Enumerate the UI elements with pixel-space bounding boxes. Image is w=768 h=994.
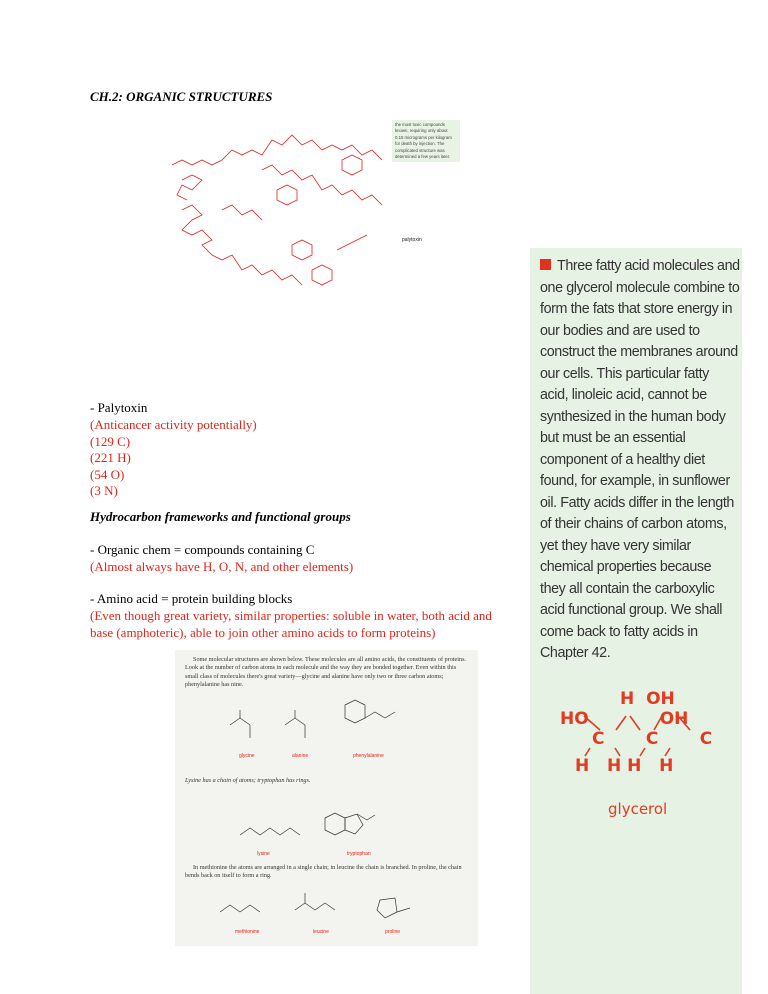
molecule-name: tryptophan [347, 851, 371, 857]
section-heading: Hydrocarbon frameworks and functional groups [90, 509, 351, 524]
detail-line: (221 H) [90, 450, 131, 465]
palytoxin-note: the most toxic compounds known, requiring only about 0.15 micrograms per kilogram for death by injection. The complicated structure was determined a few years later. [392, 120, 460, 162]
palytoxin-details [90, 417, 257, 500]
page-title: CH.2: ORGANIC STRUCTURES [90, 89, 273, 104]
sidebar-paragraph: Three fatty acid molecules and one glycerol molecule combine to form the fats that store energy in our bodies and are used to construct the membranes around our cells. This particular fatty acid, linoleic acid, cannot be synthesized in the human body but must be an essential component of a healthy diet found, for example, in sunflower oil. Fatty acids differ in the length of their chains of carbon atoms, yet they have very similar chemical properties because they all contain the carboxylic acid functional group. We shall come back to fatty acids in Chapter 42. [540, 258, 740, 661]
figure-caption-methionine: In methionine the atoms are arranged in a single chain; in leucine the chain is branched. In proline, the chain bends back on itself to form a ring. [185, 864, 462, 880]
glycerol-row3: C C C [592, 729, 713, 749]
glycerol-label: glycerol [608, 800, 668, 818]
bullet-organic-chem-note: (Almost always have H, O, N, and other elements) [90, 559, 354, 574]
molecule-name: proline [385, 929, 401, 935]
detail-line: (129 C) [90, 433, 131, 449]
glycerol-row1: H OH [620, 689, 675, 709]
sidebar-text [540, 256, 740, 665]
molecule-name: lysine [257, 851, 270, 857]
figure-caption-lysine: Lysine has a chain of atoms; tryptophan has rings. [185, 777, 311, 784]
palytoxin-structure-diagram [162, 120, 392, 305]
molecule-name: alanine [292, 753, 309, 759]
detail-line: (Anticancer activity potentially) [90, 417, 257, 432]
molecule-name: leucine [313, 929, 329, 935]
bullet-amino-acid-note: (Even though great variety, similar properties: soluble in water, both acid and base (amphoteric), able to join other amino acids to form proteins) [90, 608, 492, 640]
glycerol-structure [560, 690, 720, 790]
glycerol-row4: H H H H [575, 756, 674, 776]
molecule-name: glycine [239, 753, 255, 759]
molecule-name: methionine [235, 929, 260, 935]
red-square-icon [540, 259, 551, 270]
amino-acid-figure [175, 650, 478, 946]
molecule-name: phenylalanine [353, 753, 384, 759]
amino-acid-structures [175, 650, 478, 946]
palytoxin-label: palytoxin [402, 237, 422, 243]
bullet-organic-chem: - Organic chem = compounds containing C [90, 542, 315, 557]
bullet-amino-acid: - Amino acid = protein building blocks [90, 591, 293, 606]
figure-intro: Some molecular structures are shown below. These molecules are all amino acids, the constituents of proteins. Look at the number of carbon atoms in each molecule and the way they are bonded together. Even within this small class of molecules there's great variety—glycine and alanine have only two or three carbon atoms; phenylalanine has nine. [185, 656, 467, 688]
bullet-palytoxin: - Palytoxin [90, 400, 148, 415]
detail-line: (3 N) [90, 483, 118, 498]
glycerol-row2: HO OH [560, 709, 689, 729]
detail-line: (54 O) [90, 466, 125, 482]
